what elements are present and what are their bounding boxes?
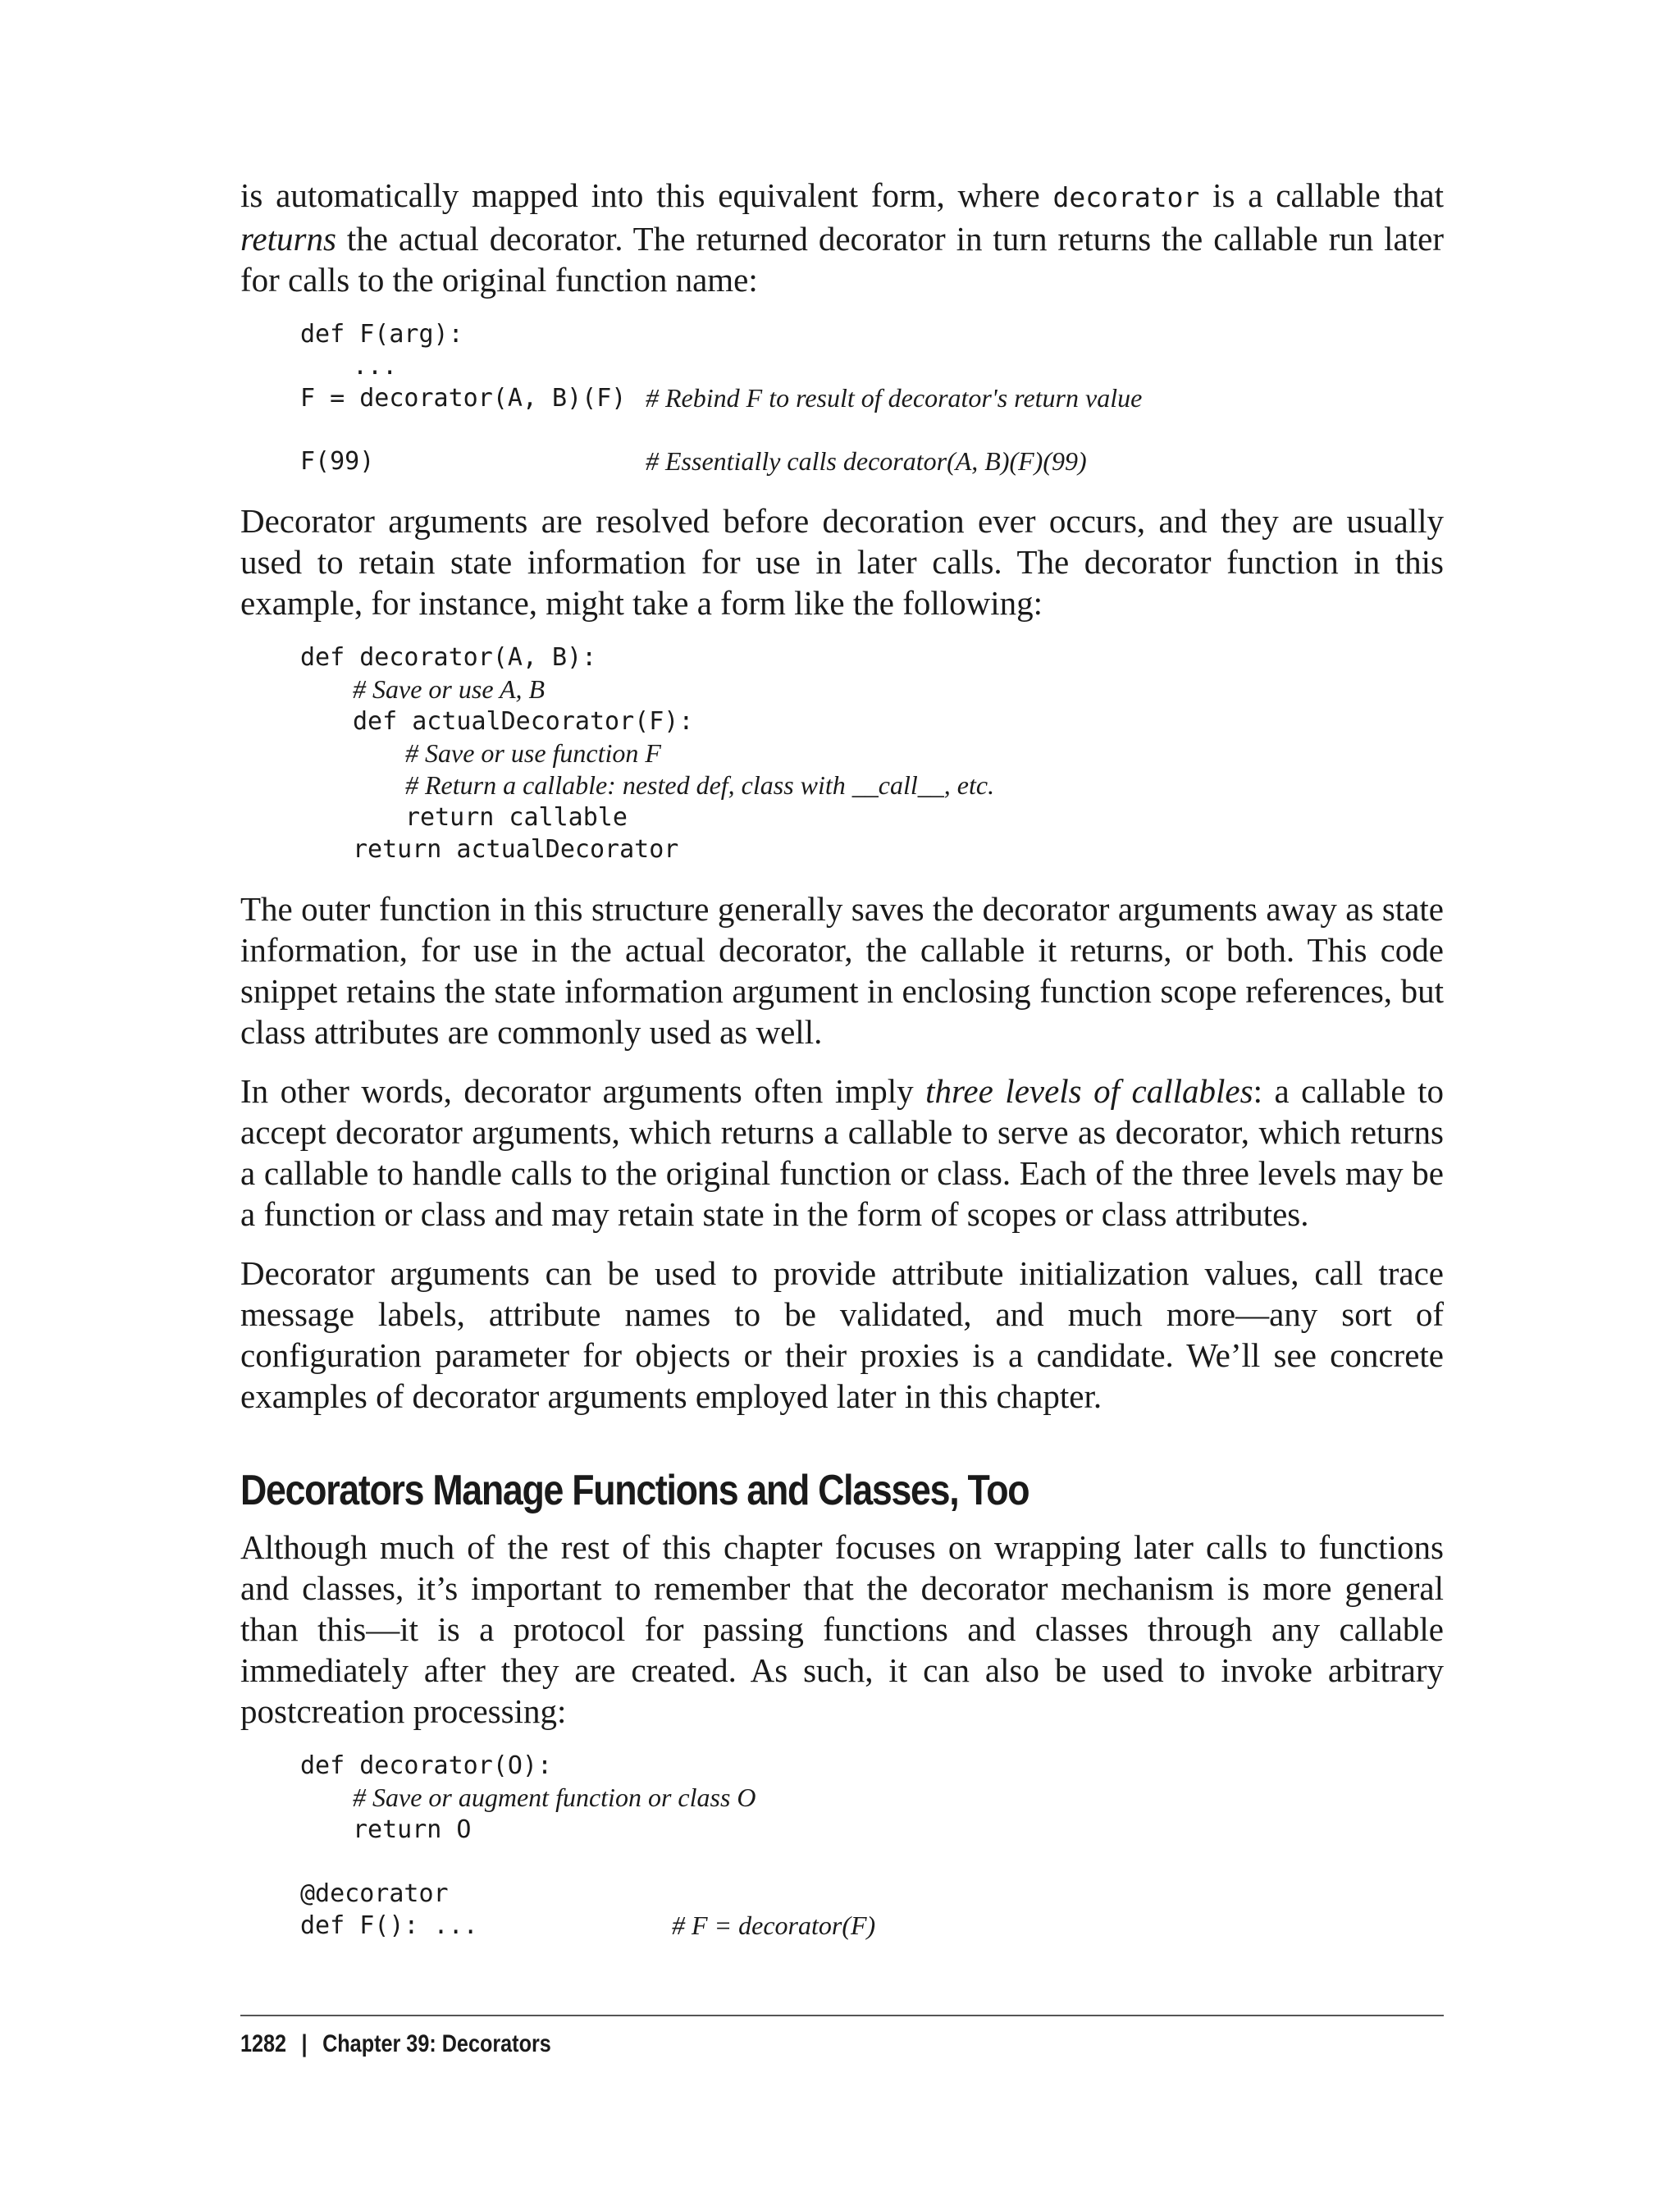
text-run: : a callable to accept decorator arguments, which returns a callable to serve as decorator, which returns a callable to handle calls to the original function or class. Each of the three levels may be a function or class and may retain state in the form of scopes or class attributes. <box>240 1072 1444 1233</box>
code-line <box>300 705 1444 737</box>
paragraph-mechanism-general: Although much of the rest of this chapter focuses on wrapping later calls to functions and classes, it’s important to remember that the decorator mechanism is more general than this—it is a protocol for passing functions and classes through any callable immediately after they are created. As such, it can also be used to invoke arbitrary postcreation processing: <box>240 1528 1444 1730</box>
code-comment: # Save or use A, B <box>353 674 546 704</box>
paragraph-mapped-form <box>240 175 1444 300</box>
code-block-decorator-form <box>300 641 1444 865</box>
footer-divider <box>240 2015 1444 2016</box>
code-text: return O <box>353 1815 472 1844</box>
code-line <box>300 833 1444 865</box>
code-line <box>300 737 1444 769</box>
code-text: def F(): ... <box>300 1911 478 1940</box>
text-run: the actual decorator. The returned decorator in turn returns the callable run later for calls to the original function name: <box>240 220 1444 299</box>
code-text: F = decorator(A, B)(F) <box>300 384 627 413</box>
code-text: @decorator <box>300 1879 449 1908</box>
code-line <box>300 1910 1444 1942</box>
code-line <box>300 1878 1444 1910</box>
code-block-post-creation <box>300 1750 1444 1942</box>
code-comment: # Rebind F to result of decorator's return value <box>646 383 1143 413</box>
code-text: def F(arg): <box>300 320 463 349</box>
code-line <box>300 673 1444 705</box>
text-run: is a callable that <box>1199 176 1444 214</box>
page-footer <box>240 2028 551 2061</box>
code-line <box>300 350 1444 382</box>
paragraph-argument-uses: Decorator arguments can be used to provide attribute initialization values, call trace message labels, attribute names to be validated, and much more—any sort of configuration parameter for objects or their proxies is a candidate. We’ll see concrete examples of decorator arguments employed later in this chapter. <box>240 1254 1444 1415</box>
chapter-title: Chapter 39: Decorators <box>322 2030 551 2057</box>
code-text: ... <box>353 352 398 381</box>
code-block-equivalent-form <box>300 318 1444 477</box>
emphasis-three-levels: three levels of callables <box>925 1072 1253 1110</box>
paragraph-arguments-resolved: Decorator arguments are resolved before decoration ever occurs, and they are usually used to retain state information for use in later calls. The decorator function in this example, for instance, might take a form like the following: <box>240 502 1444 622</box>
code-comment: # Save or use function F <box>405 738 661 768</box>
footer-separator: | <box>301 2030 308 2057</box>
code-text: return actualDecorator <box>353 835 679 864</box>
code-comment: # Return a callable: nested def, class with __call__, etc. <box>405 770 995 800</box>
code-text: def actualDecorator(F): <box>353 707 694 736</box>
inline-code-decorator: decorator <box>1052 181 1200 213</box>
code-line <box>300 801 1444 833</box>
paragraph-outer-function: The outer function in this structure generally saves the decorator arguments away as state information, for use in the actual decorator, the callable it returns, or both. This code snippet retains the state information argument in enclosing function scope references, but class attributes are commonly used as well. <box>240 890 1444 1051</box>
paragraph-three-levels <box>240 1071 1444 1235</box>
code-blank-line <box>300 414 1444 445</box>
code-comment: # F = decorator(F) <box>672 1911 876 1940</box>
code-line <box>300 382 1444 414</box>
code-line <box>300 1750 1444 1782</box>
text-run: In other words, decorator arguments often imply <box>240 1072 926 1110</box>
code-text: F(99) <box>300 447 375 476</box>
section-heading: Decorators Manage Functions and Classes, Too <box>240 1467 1029 1514</box>
page-number: 1282 <box>240 2030 287 2057</box>
emphasis-returns: returns <box>240 220 336 258</box>
code-comment: # Save or augment function or class O <box>353 1783 756 1812</box>
code-comment: # Essentially calls decorator(A, B)(F)(99) <box>646 446 1087 476</box>
code-text: def decorator(O): <box>300 1751 553 1780</box>
code-line <box>300 641 1444 673</box>
code-line <box>300 769 1444 801</box>
code-line <box>300 445 1444 477</box>
code-blank-line <box>300 1846 1444 1878</box>
code-line <box>300 1814 1444 1846</box>
code-text: def decorator(A, B): <box>300 643 597 672</box>
text-run: is automatically mapped into this equivalent form, where <box>240 176 1053 214</box>
code-line <box>300 318 1444 350</box>
code-line <box>300 1782 1444 1814</box>
code-text: return callable <box>405 803 628 832</box>
text-column <box>240 175 1444 1965</box>
